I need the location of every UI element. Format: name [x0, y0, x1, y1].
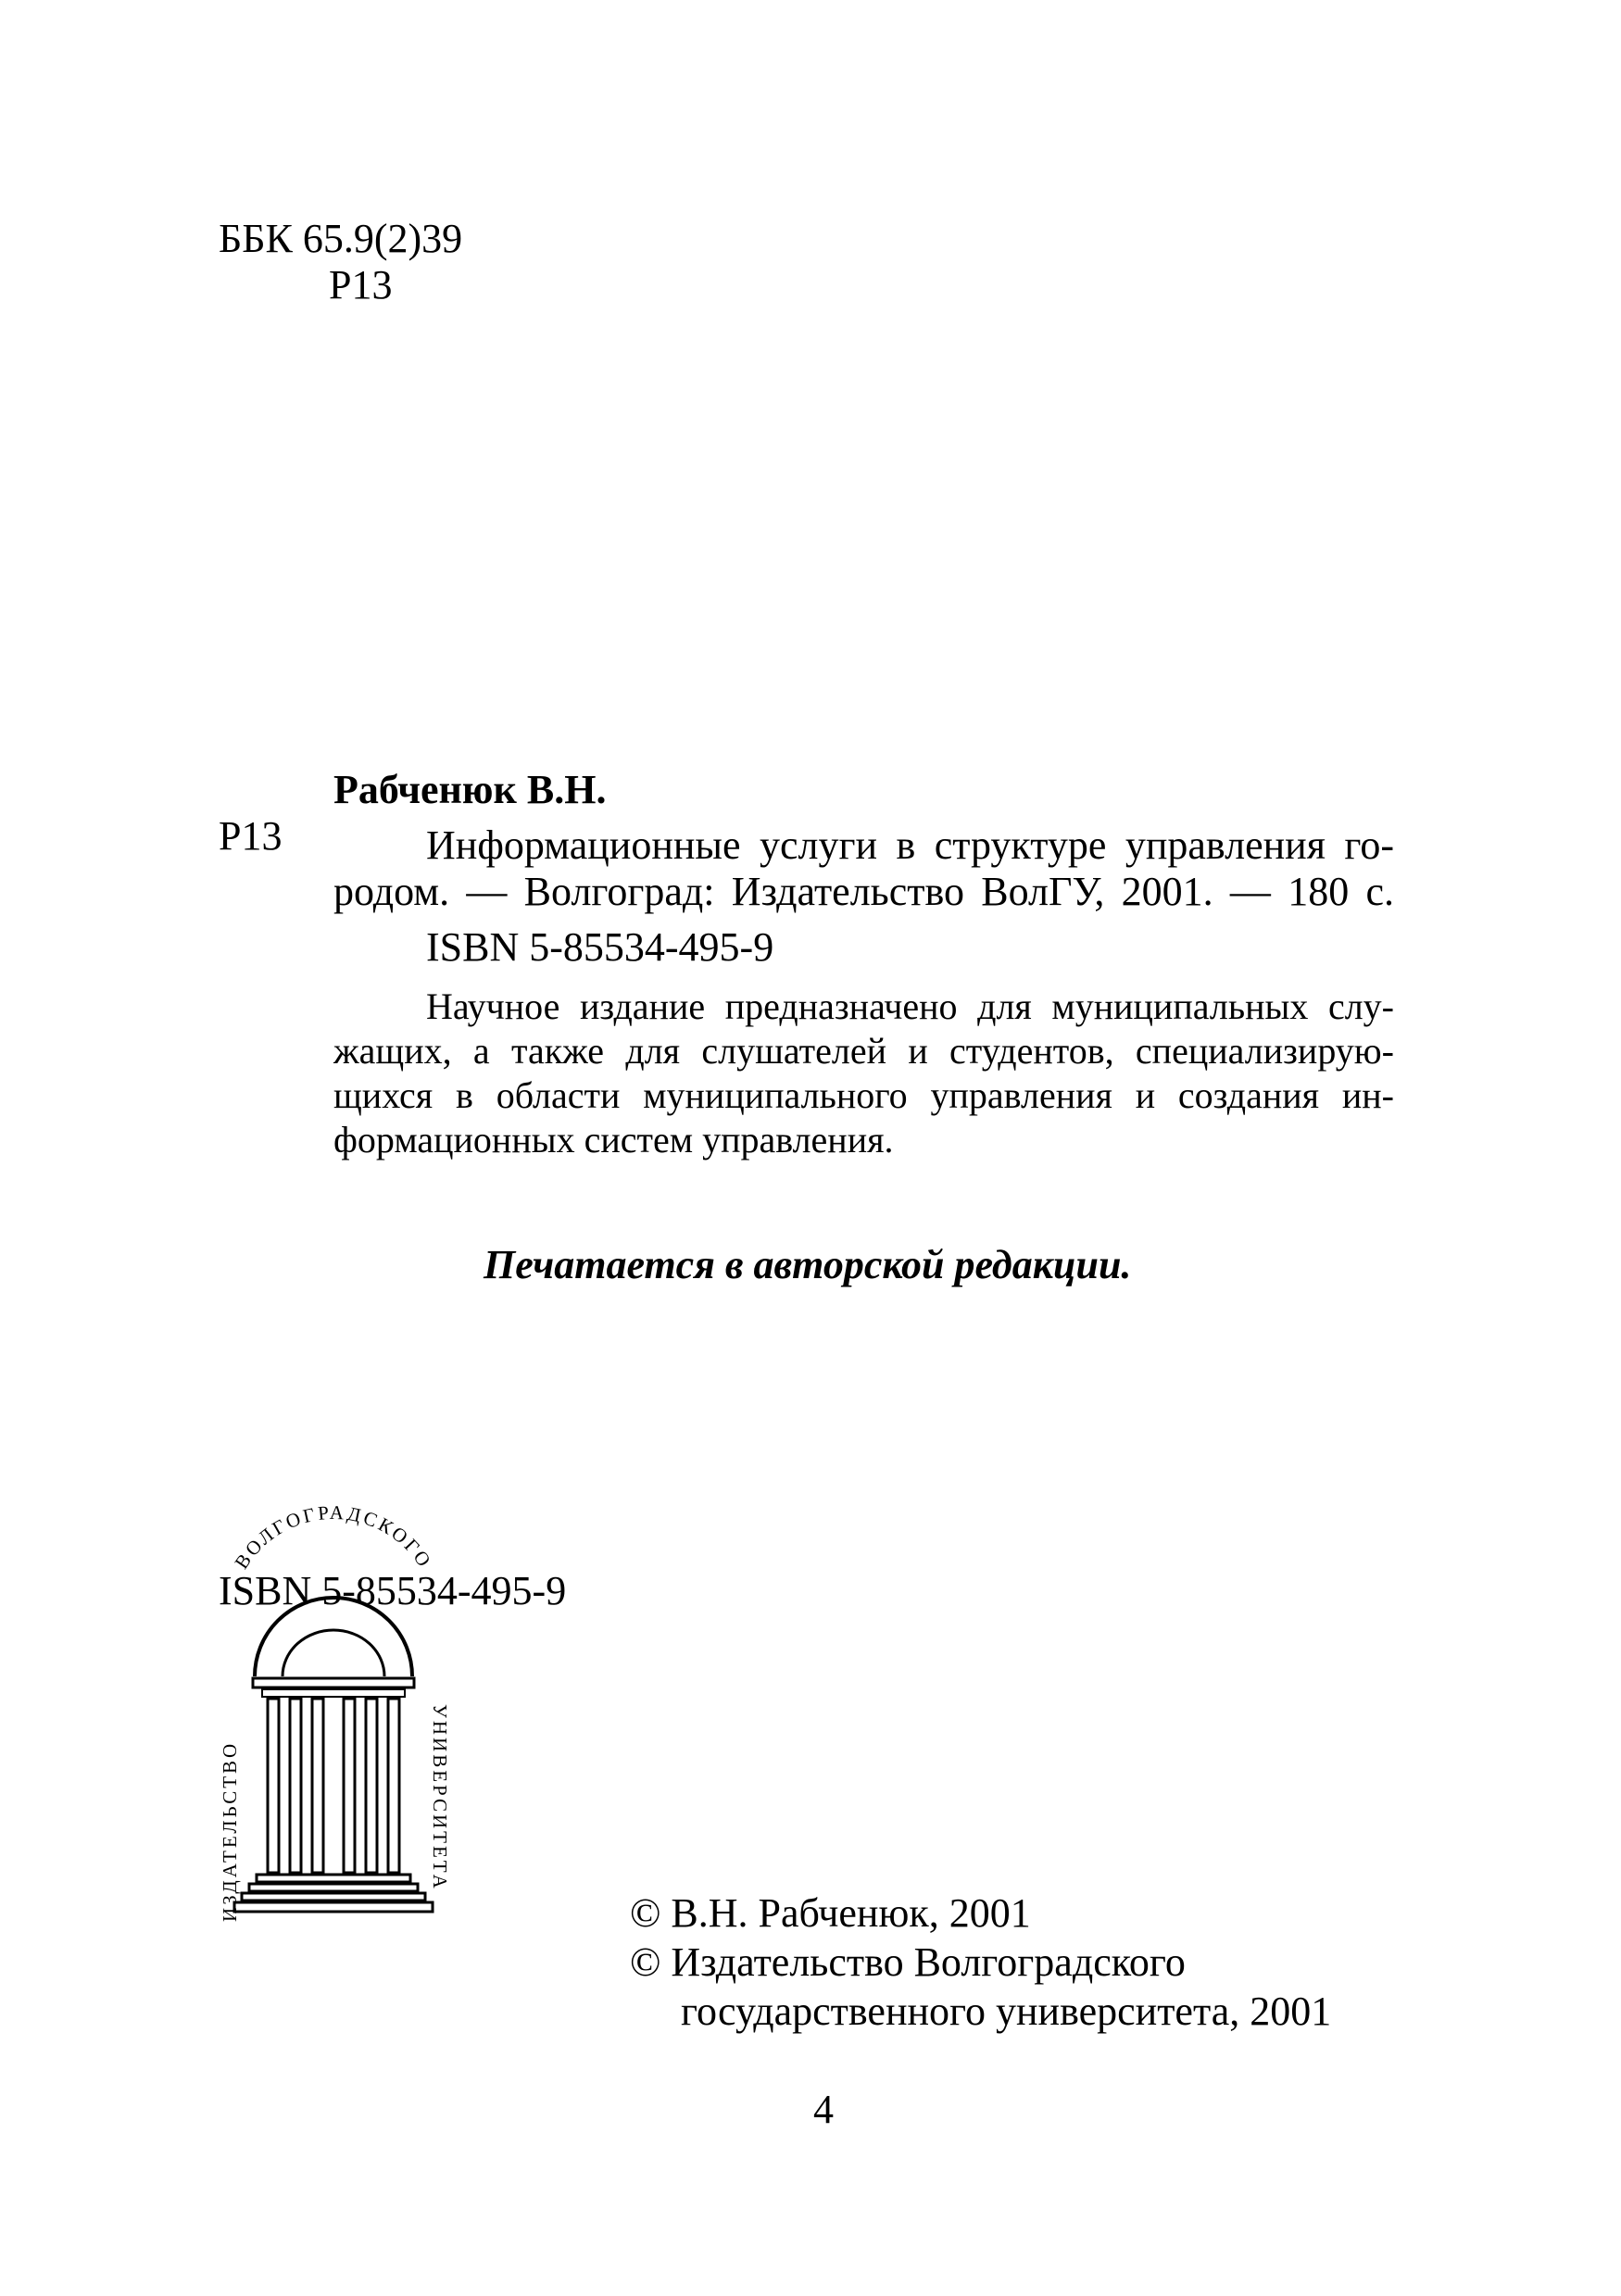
publisher-logo [208, 1417, 459, 2051]
title-line-2: родом. — Волгоград: Издательство ВолГУ, 2001. — 180 с. [333, 869, 1394, 914]
copyright-publisher: © Издательство Волгоградского [630, 1939, 1186, 1985]
isbn-bottom: ISBN 5-85534-495-9 [219, 1568, 567, 1613]
annotation-line-2: жащих, а также для слушателей и студентов, специализирую- [333, 1030, 1394, 1072]
isbn-entry: ISBN 5-85534-495-9 [426, 924, 774, 970]
logo-arc-text: ВОЛГОГРАДСКОГО [230, 1500, 437, 1574]
logo-left-text: ИЗДАТЕЛЬСТВО [219, 1740, 241, 1922]
annotation-line-1: Научное издание предназначено для муниципальных слу- [426, 985, 1394, 1027]
rotunda-building [234, 1598, 433, 1912]
bbk-code: ББК 65.9(2)39 [219, 216, 463, 261]
copyright-publisher-cont: государственного университета, 2001 [681, 1989, 1332, 2034]
author-mark-entry: Р13 [219, 813, 283, 859]
annotation-line-3: щихся в области муниципального управления и создания ин- [333, 1074, 1394, 1116]
author-mark-top: Р13 [329, 262, 393, 307]
annotation-line-4: формационных систем управления. [333, 1119, 894, 1161]
title-line-1: Информационные услуги в структуре управления го- [426, 822, 1394, 868]
author-name: Рабченюк В.Н. [333, 767, 607, 812]
edition-note: Печатается в авторской редакции. [484, 1242, 1132, 1287]
page-number: 4 [813, 2087, 834, 2132]
rotunda-logo-graphic [208, 1417, 459, 2047]
copyright-author: © В.Н. Рабченюк, 2001 [630, 1890, 1031, 1936]
logo-right-text: УНИВЕРСИТЕТА [429, 1704, 451, 1891]
